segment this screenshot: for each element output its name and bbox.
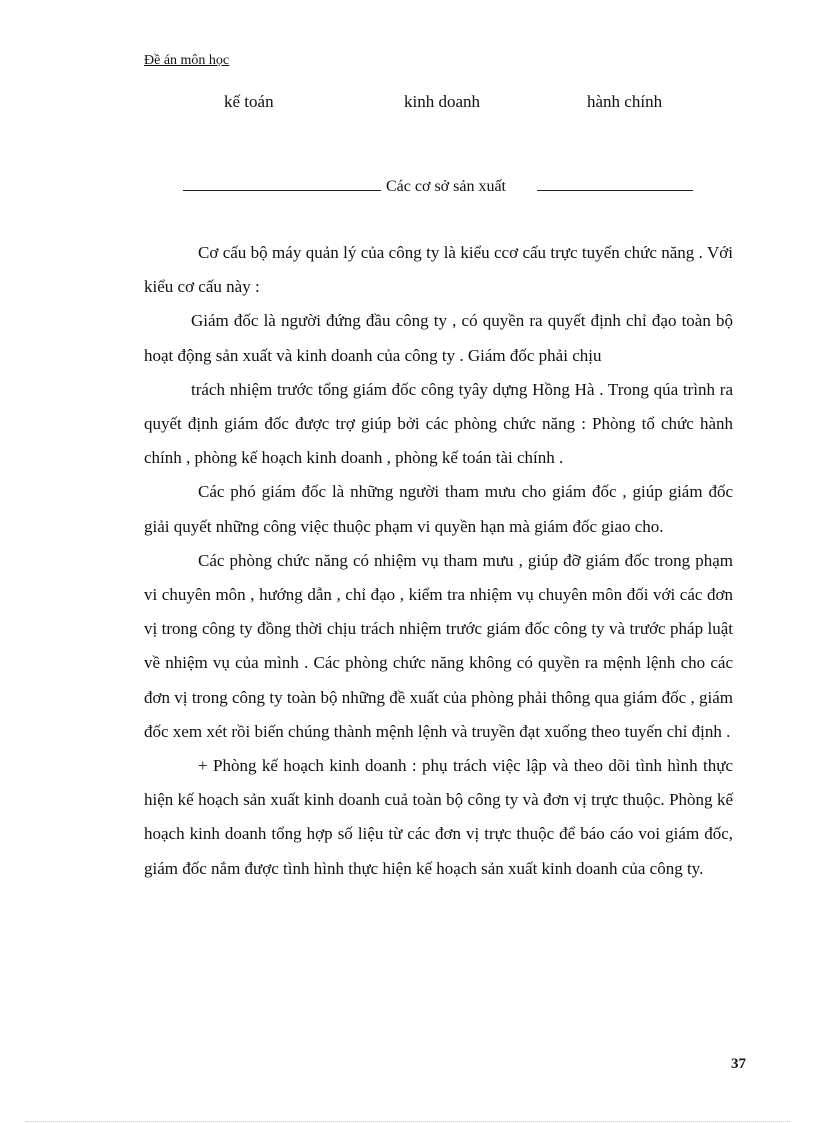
org-box-administration: hành chính xyxy=(587,92,663,111)
org-chart-production-line xyxy=(183,178,693,204)
org-chart-boxes xyxy=(0,92,816,118)
body-text xyxy=(144,236,733,886)
paragraph-structure: Cơ cấu bộ máy quản lý của công ty là kiểu ccơ cấu trực tuyến chức năng . Với kiểu cơ cấu này : xyxy=(144,243,733,297)
page-bottom-divider xyxy=(26,1121,790,1122)
connector-line-right xyxy=(537,190,693,191)
production-units-label: Các cơ sở sản xuất xyxy=(386,178,506,195)
paragraph-functional-departments: Các phòng chức năng có nhiệm vụ tham mưu , giúp đỡ giám đốc trong phạm vi chuyên môn , hướng dẫn , chỉ đạo , kiểm tra nhiệm vụ chuyên môn đối với các đơn vị trong công ty đồng thời chịu trách nhiệm trước giám đốc công ty và trước pháp luật về nhiệm vụ của mình . Các phòng chức năng không có quyền ra mệnh lệnh cho các đơn vị trong công ty toàn bộ những đề xuất của phòng phải thông qua giám đốc , giám đốc xem xét rồi biến chúng thành mệnh lệnh và truyền đạt xuống theo tuyến chỉ định . xyxy=(144,550,733,741)
paragraph-planning-department: + Phòng kế hoạch kinh doanh : phụ trách việc lập và theo dõi tình hình thực hiện kế hoạch sản xuất kinh doanh cuả toàn bộ công ty và đơn vị trực thuộc. Phòng kế hoạch kinh doanh tổng hợp số liệu từ các đơn vị trực thuộc để báo cáo voi giám đốc, giám đốc nắm được tình hình thực hiện kế hoạch sản xuất kinh doanh của công ty. xyxy=(144,756,733,878)
org-box-accounting: kế toán xyxy=(224,92,274,111)
paragraph-deputy-directors: Các phó giám đốc là những người tham mưu cho giám đốc , giúp giám đốc giải quyết những công việc thuộc phạm vi quyền hạn mà giám đốc giao cho. xyxy=(144,482,733,536)
running-header: Đề án môn học xyxy=(144,53,230,68)
page-number: 37 xyxy=(731,1056,746,1072)
org-box-business: kinh doanh xyxy=(404,92,481,111)
paragraph-director-continued: trách nhiệm trước tổng giám đốc công tyây dựng Hồng Hà . Trong qúa trình ra quyết định giám đốc được trợ giúp bởi các phòng chức năng : Phòng tổ chức hành chính , phòng kế hoạch kinh doanh , phòng kế toán tài chính . xyxy=(144,379,733,468)
connector-line-left xyxy=(183,190,381,191)
paragraph-director: Giám đốc là người đứng đầu công ty , có quyền ra quyết định chỉ đạo toàn bộ hoạt động sản xuất và kinh doanh của công ty . Giám đốc phải chịu xyxy=(144,311,733,365)
